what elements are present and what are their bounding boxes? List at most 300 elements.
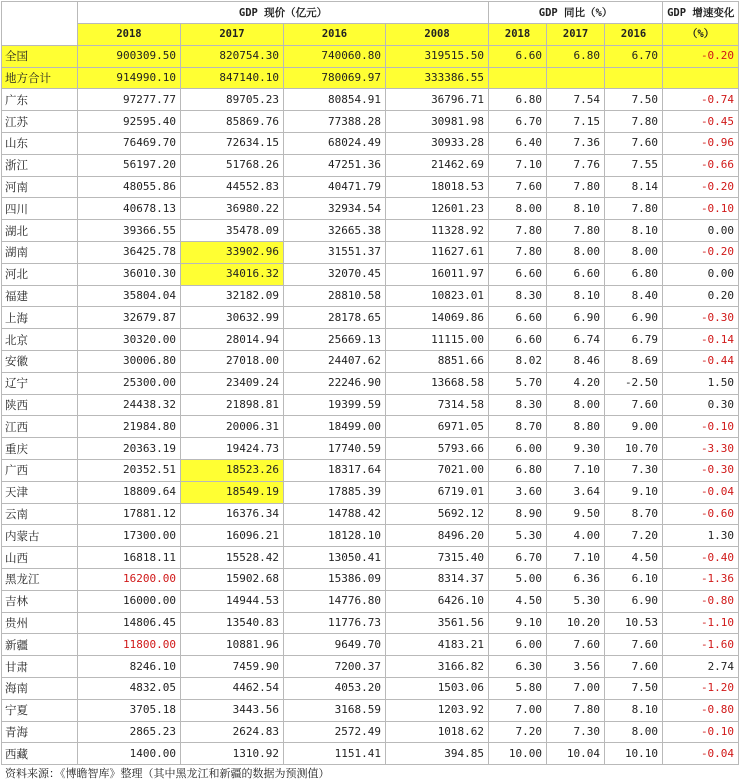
growth-change-cell (663, 67, 739, 89)
table-row (2, 677, 739, 699)
region-name-cell: 新疆 (2, 634, 78, 656)
table-row (2, 416, 739, 438)
gdp-value-cell: 12601.23 (386, 198, 489, 220)
growth-rate-cell: 7.00 (489, 699, 547, 721)
gdp-value-cell: 51768.26 (181, 154, 284, 176)
region-name-cell: 山东 (2, 132, 78, 154)
gdp-value-cell: 1400.00 (78, 743, 181, 765)
growth-rate-cell: 8.10 (547, 198, 605, 220)
gdp-value-cell: 16096.21 (181, 525, 284, 547)
growth-rate-cell: 7.60 (605, 634, 663, 656)
gdp-value-cell: 8851.66 (386, 350, 489, 372)
growth-change-cell: -1.60 (663, 634, 739, 656)
table-row (2, 372, 739, 394)
region-name-cell: 云南 (2, 503, 78, 525)
gdp-value-cell: 30981.98 (386, 111, 489, 133)
growth-change-cell: 0.00 (663, 220, 739, 242)
gdp-table (1, 1, 739, 765)
gdp-value-cell: 780069.97 (284, 67, 386, 89)
gdp-value-cell: 11776.73 (284, 612, 386, 634)
table-row (2, 111, 739, 133)
change-unit-header: （%） (663, 24, 739, 46)
gdp-value-cell: 18128.10 (284, 525, 386, 547)
growth-rate-cell: 7.10 (547, 459, 605, 481)
growth-change-cell: -1.10 (663, 612, 739, 634)
gdp-value-cell: 2865.23 (78, 721, 181, 743)
year-header-gdp-2008: 2008 (386, 24, 489, 46)
table-row (2, 612, 739, 634)
growth-rate-cell: 5.30 (489, 525, 547, 547)
growth-rate-cell: 8.00 (489, 198, 547, 220)
gdp-value-cell: 17740.59 (284, 438, 386, 460)
growth-rate-cell: 7.80 (547, 176, 605, 198)
gdp-value-cell: 8496.20 (386, 525, 489, 547)
region-name-cell: 青海 (2, 721, 78, 743)
growth-rate-cell: 6.00 (489, 438, 547, 460)
gdp-value-cell: 80854.91 (284, 89, 386, 111)
growth-rate-cell: 5.30 (547, 590, 605, 612)
gdp-value-cell: 15902.68 (181, 568, 284, 590)
growth-rate-cell: 8.10 (605, 220, 663, 242)
gdp-value-cell: 15528.42 (181, 547, 284, 569)
gdp-value-cell: 900309.50 (78, 45, 181, 67)
growth-rate-cell: 4.20 (547, 372, 605, 394)
growth-change-cell: -0.60 (663, 503, 739, 525)
region-name-cell: 广东 (2, 89, 78, 111)
table-row (2, 525, 739, 547)
growth-rate-cell: 6.74 (547, 329, 605, 351)
gdp-value-cell: 23409.24 (181, 372, 284, 394)
gdp-value-cell: 847140.10 (181, 67, 284, 89)
growth-rate-cell: 8.90 (489, 503, 547, 525)
growth-change-cell: 0.20 (663, 285, 739, 307)
gdp-value-cell: 15386.09 (284, 568, 386, 590)
gdp-value-cell: 6426.10 (386, 590, 489, 612)
growth-change-cell: -0.20 (663, 176, 739, 198)
region-name-cell: 江西 (2, 416, 78, 438)
gdp-value-cell: 16818.11 (78, 547, 181, 569)
gdp-value-cell: 13050.41 (284, 547, 386, 569)
growth-rate-cell: 8.00 (605, 241, 663, 263)
gdp-value-cell: 13540.83 (181, 612, 284, 634)
growth-change-cell: -0.10 (663, 416, 739, 438)
gdp-value-cell: 40471.79 (284, 176, 386, 198)
gdp-value-cell: 333386.55 (386, 67, 489, 89)
gdp-value-cell: 34016.32 (181, 263, 284, 285)
gdp-value-cell: 36796.71 (386, 89, 489, 111)
growth-rate-cell: 10.04 (547, 743, 605, 765)
year-header-growth-2016: 2016 (605, 24, 663, 46)
region-name-cell: 福建 (2, 285, 78, 307)
gdp-value-cell: 19399.59 (284, 394, 386, 416)
gdp-value-cell: 11328.92 (386, 220, 489, 242)
growth-change-cell: -0.04 (663, 481, 739, 503)
growth-rate-cell: 7.10 (489, 154, 547, 176)
growth-rate-cell: 8.02 (489, 350, 547, 372)
gdp-value-cell: 13668.58 (386, 372, 489, 394)
region-name-cell: 湖北 (2, 220, 78, 242)
gdp-value-cell: 5692.12 (386, 503, 489, 525)
growth-rate-cell: 6.80 (489, 89, 547, 111)
growth-rate-cell: 9.30 (547, 438, 605, 460)
gdp-value-cell: 8246.10 (78, 656, 181, 678)
growth-rate-cell: 6.10 (605, 568, 663, 590)
year-header-gdp-2018: 2018 (78, 24, 181, 46)
gdp-value-cell: 11627.61 (386, 241, 489, 263)
growth-rate-cell: 4.00 (547, 525, 605, 547)
growth-rate-cell: 9.10 (489, 612, 547, 634)
growth-rate-cell: 8.80 (547, 416, 605, 438)
region-name-cell: 地方合计 (2, 67, 78, 89)
growth-change-cell: -0.30 (663, 459, 739, 481)
gdp-value-cell: 28810.58 (284, 285, 386, 307)
growth-change-cell: 0.00 (663, 263, 739, 285)
gdp-value-cell: 24407.62 (284, 350, 386, 372)
gdp-value-cell: 36425.78 (78, 241, 181, 263)
table-row (2, 241, 739, 263)
gdp-value-cell: 32070.45 (284, 263, 386, 285)
gdp-value-cell: 7459.90 (181, 656, 284, 678)
growth-rate-cell: 4.50 (489, 590, 547, 612)
gdp-value-cell: 7200.37 (284, 656, 386, 678)
gdp-value-cell: 35478.09 (181, 220, 284, 242)
growth-rate-cell: 8.69 (605, 350, 663, 372)
gdp-value-cell: 21898.81 (181, 394, 284, 416)
growth-rate-cell: 7.36 (547, 132, 605, 154)
table-row (2, 459, 739, 481)
header-row-groups (2, 2, 739, 24)
gdp-value-cell: 18317.64 (284, 459, 386, 481)
region-name-cell: 江苏 (2, 111, 78, 133)
year-header-gdp-2017: 2017 (181, 24, 284, 46)
gdp-value-cell: 10823.01 (386, 285, 489, 307)
region-name-cell: 黑龙江 (2, 568, 78, 590)
gdp-value-cell: 16011.97 (386, 263, 489, 285)
gdp-value-cell: 2624.83 (181, 721, 284, 743)
gdp-value-cell: 56197.20 (78, 154, 181, 176)
gdp-value-cell: 914990.10 (78, 67, 181, 89)
region-name-cell: 全国 (2, 45, 78, 67)
gdp-value-cell: 22246.90 (284, 372, 386, 394)
table-row (2, 656, 739, 678)
growth-rate-cell: 8.00 (547, 394, 605, 416)
gdp-value-cell: 33902.96 (181, 241, 284, 263)
growth-change-cell: -0.20 (663, 241, 739, 263)
growth-rate-cell: 6.36 (547, 568, 605, 590)
growth-rate-cell: 7.50 (605, 89, 663, 111)
header-row-years (2, 24, 739, 46)
growth-rate-cell: 3.64 (547, 481, 605, 503)
table-row (2, 198, 739, 220)
gdp-value-cell: 10881.96 (181, 634, 284, 656)
gdp-value-cell: 18018.53 (386, 176, 489, 198)
growth-rate-cell: 8.30 (489, 285, 547, 307)
gdp-value-cell: 32182.09 (181, 285, 284, 307)
region-name-cell: 北京 (2, 329, 78, 351)
gdp-value-cell: 2572.49 (284, 721, 386, 743)
gdp-value-cell: 17881.12 (78, 503, 181, 525)
gdp-value-cell: 92595.40 (78, 111, 181, 133)
gdp-value-cell: 8314.37 (386, 568, 489, 590)
growth-rate-cell: 7.60 (605, 656, 663, 678)
gdp-value-cell: 27018.00 (181, 350, 284, 372)
growth-change-cell: -0.66 (663, 154, 739, 176)
region-header-cell (2, 2, 78, 46)
gdp-value-cell: 36980.22 (181, 198, 284, 220)
table-row (2, 350, 739, 372)
gdp-value-cell: 25669.13 (284, 329, 386, 351)
growth-change-cell: 1.50 (663, 372, 739, 394)
gdp-value-cell: 21462.69 (386, 154, 489, 176)
growth-rate-cell: 7.20 (489, 721, 547, 743)
gdp-value-cell: 97277.77 (78, 89, 181, 111)
gdp-value-cell: 20006.31 (181, 416, 284, 438)
gdp-value-cell: 319515.50 (386, 45, 489, 67)
table-row (2, 329, 739, 351)
gdp-value-cell: 25300.00 (78, 372, 181, 394)
gdp-value-cell: 820754.30 (181, 45, 284, 67)
growth-rate-cell: 7.15 (547, 111, 605, 133)
gdp-value-cell: 39366.55 (78, 220, 181, 242)
gdp-value-cell: 17300.00 (78, 525, 181, 547)
gdp-value-cell: 7315.40 (386, 547, 489, 569)
gdp-value-cell: 4053.20 (284, 677, 386, 699)
growth-change-cell: -0.10 (663, 198, 739, 220)
gdp-value-cell: 4462.54 (181, 677, 284, 699)
growth-rate-cell: 6.30 (489, 656, 547, 678)
growth-rate-cell: 7.76 (547, 154, 605, 176)
growth-rate-cell (547, 67, 605, 89)
growth-rate-cell: 8.40 (605, 285, 663, 307)
gdp-value-cell: 394.85 (386, 743, 489, 765)
gdp-value-cell: 44552.83 (181, 176, 284, 198)
table-row (2, 438, 739, 460)
growth-rate-cell: 8.10 (547, 285, 605, 307)
region-name-cell: 陕西 (2, 394, 78, 416)
gdp-value-cell: 16376.34 (181, 503, 284, 525)
gdp-value-cell: 72634.15 (181, 132, 284, 154)
growth-change-cell: -0.14 (663, 329, 739, 351)
growth-rate-cell: 10.00 (489, 743, 547, 765)
region-name-cell: 河北 (2, 263, 78, 285)
growth-rate-cell: 7.50 (605, 677, 663, 699)
growth-rate-cell: 3.56 (547, 656, 605, 678)
growth-rate-cell: 7.00 (547, 677, 605, 699)
gdp-value-cell: 48055.86 (78, 176, 181, 198)
gdp-value-cell: 36010.30 (78, 263, 181, 285)
growth-change-cell: -1.20 (663, 677, 739, 699)
region-name-cell: 甘肃 (2, 656, 78, 678)
growth-change-cell: -0.10 (663, 721, 739, 743)
growth-change-cell: -3.30 (663, 438, 739, 460)
growth-change-cell: -0.80 (663, 699, 739, 721)
table-row (2, 634, 739, 656)
gdp-value-cell: 1203.92 (386, 699, 489, 721)
gdp-value-cell: 47251.36 (284, 154, 386, 176)
gdp-value-cell: 7021.00 (386, 459, 489, 481)
gdp-value-cell: 20352.51 (78, 459, 181, 481)
growth-rate-cell: 6.70 (605, 45, 663, 67)
gdp-value-cell: 40678.13 (78, 198, 181, 220)
region-name-cell: 四川 (2, 198, 78, 220)
year-header-growth-2018: 2018 (489, 24, 547, 46)
growth-rate-cell: 10.10 (605, 743, 663, 765)
growth-rate-cell: 6.90 (547, 307, 605, 329)
region-name-cell: 海南 (2, 677, 78, 699)
gdp-value-cell: 18499.00 (284, 416, 386, 438)
growth-change-cell: -0.04 (663, 743, 739, 765)
table-row (2, 285, 739, 307)
growth-change-header: GDP 增速变化 (663, 2, 739, 24)
gdp-value-cell: 32934.54 (284, 198, 386, 220)
gdp-value-cell: 4832.05 (78, 677, 181, 699)
gdp-value-cell: 85869.76 (181, 111, 284, 133)
year-header-gdp-2016: 2016 (284, 24, 386, 46)
growth-rate-cell: 9.50 (547, 503, 605, 525)
growth-rate-cell: 7.60 (605, 394, 663, 416)
gdp-value-cell: 6971.05 (386, 416, 489, 438)
growth-rate-cell: 7.60 (489, 176, 547, 198)
table-row (2, 307, 739, 329)
gdp-value-cell: 31551.37 (284, 241, 386, 263)
table-row (2, 481, 739, 503)
gdp-value-cell: 17885.39 (284, 481, 386, 503)
gdp-value-cell: 30933.28 (386, 132, 489, 154)
gdp-value-cell: 89705.23 (181, 89, 284, 111)
growth-rate-cell: 5.80 (489, 677, 547, 699)
growth-rate-cell: 8.30 (489, 394, 547, 416)
gdp-value-cell: 30320.00 (78, 329, 181, 351)
growth-rate-cell: 10.20 (547, 612, 605, 634)
gdp-value-cell: 1151.41 (284, 743, 386, 765)
growth-rate-cell: 6.60 (489, 45, 547, 67)
growth-rate-cell: 6.79 (605, 329, 663, 351)
growth-rate-cell: 5.00 (489, 568, 547, 590)
growth-rate-cell (489, 67, 547, 89)
growth-rate-cell (605, 67, 663, 89)
region-name-cell: 天津 (2, 481, 78, 503)
gdp-value-cell: 14069.86 (386, 307, 489, 329)
table-row (2, 394, 739, 416)
table-row (2, 67, 739, 89)
growth-rate-cell: 4.50 (605, 547, 663, 569)
growth-rate-cell: 7.55 (605, 154, 663, 176)
table-row (2, 503, 739, 525)
gdp-value-cell: 76469.70 (78, 132, 181, 154)
region-name-cell: 广西 (2, 459, 78, 481)
gdp-value-cell: 30632.99 (181, 307, 284, 329)
gdp-value-cell: 14944.53 (181, 590, 284, 612)
gdp-value-cell: 19424.73 (181, 438, 284, 460)
growth-change-cell: 1.30 (663, 525, 739, 547)
gdp-value-cell: 28178.65 (284, 307, 386, 329)
gdp-value-cell: 16200.00 (78, 568, 181, 590)
gdp-value-cell: 3168.59 (284, 699, 386, 721)
table-row (2, 721, 739, 743)
gdp-table-body (2, 45, 739, 764)
growth-rate-cell: 7.80 (489, 241, 547, 263)
table-row (2, 132, 739, 154)
growth-change-cell: -0.44 (663, 350, 739, 372)
year-header-growth-2017: 2017 (547, 24, 605, 46)
growth-rate-cell: 8.46 (547, 350, 605, 372)
growth-rate-cell: 7.30 (605, 459, 663, 481)
growth-rate-cell: 6.60 (489, 263, 547, 285)
growth-rate-cell: 6.60 (547, 263, 605, 285)
gdp-value-cell: 16000.00 (78, 590, 181, 612)
growth-rate-cell: 6.80 (489, 459, 547, 481)
gdp-growth-header: GDP 同比（%） (489, 2, 663, 24)
gdp-value-cell: 11800.00 (78, 634, 181, 656)
growth-rate-cell: 7.80 (547, 699, 605, 721)
growth-rate-cell: 8.00 (605, 721, 663, 743)
growth-rate-cell: 8.14 (605, 176, 663, 198)
growth-rate-cell: 9.00 (605, 416, 663, 438)
gdp-value-cell: 3561.56 (386, 612, 489, 634)
table-row (2, 176, 739, 198)
table-row (2, 220, 739, 242)
growth-change-cell: -0.30 (663, 307, 739, 329)
gdp-value-cell: 3166.82 (386, 656, 489, 678)
growth-change-cell: -0.74 (663, 89, 739, 111)
gdp-value-cell: 6719.01 (386, 481, 489, 503)
growth-rate-cell: 6.70 (489, 547, 547, 569)
gdp-value-cell: 18809.64 (78, 481, 181, 503)
growth-rate-cell: 6.60 (489, 307, 547, 329)
growth-rate-cell: 8.70 (605, 503, 663, 525)
gdp-value-cell: 11115.00 (386, 329, 489, 351)
region-name-cell: 山西 (2, 547, 78, 569)
gdp-value-cell: 1018.62 (386, 721, 489, 743)
table-row (2, 568, 739, 590)
gdp-current-price-header: GDP 现价（亿元） (78, 2, 489, 24)
region-name-cell: 宁夏 (2, 699, 78, 721)
region-name-cell: 贵州 (2, 612, 78, 634)
table-row (2, 590, 739, 612)
gdp-value-cell: 3443.56 (181, 699, 284, 721)
gdp-value-cell: 68024.49 (284, 132, 386, 154)
growth-rate-cell: 7.60 (547, 634, 605, 656)
growth-rate-cell: -2.50 (605, 372, 663, 394)
growth-rate-cell: 7.20 (605, 525, 663, 547)
growth-rate-cell: 3.60 (489, 481, 547, 503)
gdp-value-cell: 9649.70 (284, 634, 386, 656)
region-name-cell: 浙江 (2, 154, 78, 176)
region-name-cell: 安徽 (2, 350, 78, 372)
source-note: 资料来源：《博瞻智库》整理（其中黑龙江和新疆的数据为预测值） (5, 767, 330, 781)
growth-rate-cell: 7.80 (489, 220, 547, 242)
gdp-value-cell: 1310.92 (181, 743, 284, 765)
region-name-cell: 上海 (2, 307, 78, 329)
gdp-value-cell: 14776.80 (284, 590, 386, 612)
region-name-cell: 西藏 (2, 743, 78, 765)
gdp-value-cell: 20363.19 (78, 438, 181, 460)
gdp-value-cell: 35804.04 (78, 285, 181, 307)
growth-rate-cell: 8.70 (489, 416, 547, 438)
growth-rate-cell: 8.10 (605, 699, 663, 721)
growth-change-cell: 0.30 (663, 394, 739, 416)
gdp-value-cell: 14788.42 (284, 503, 386, 525)
gdp-value-cell: 740060.80 (284, 45, 386, 67)
growth-change-cell: -0.40 (663, 547, 739, 569)
gdp-value-cell: 18523.26 (181, 459, 284, 481)
region-name-cell: 辽宁 (2, 372, 78, 394)
gdp-value-cell: 28014.94 (181, 329, 284, 351)
table-row (2, 45, 739, 67)
gdp-value-cell: 30006.80 (78, 350, 181, 372)
gdp-value-cell: 77388.28 (284, 111, 386, 133)
table-row (2, 89, 739, 111)
